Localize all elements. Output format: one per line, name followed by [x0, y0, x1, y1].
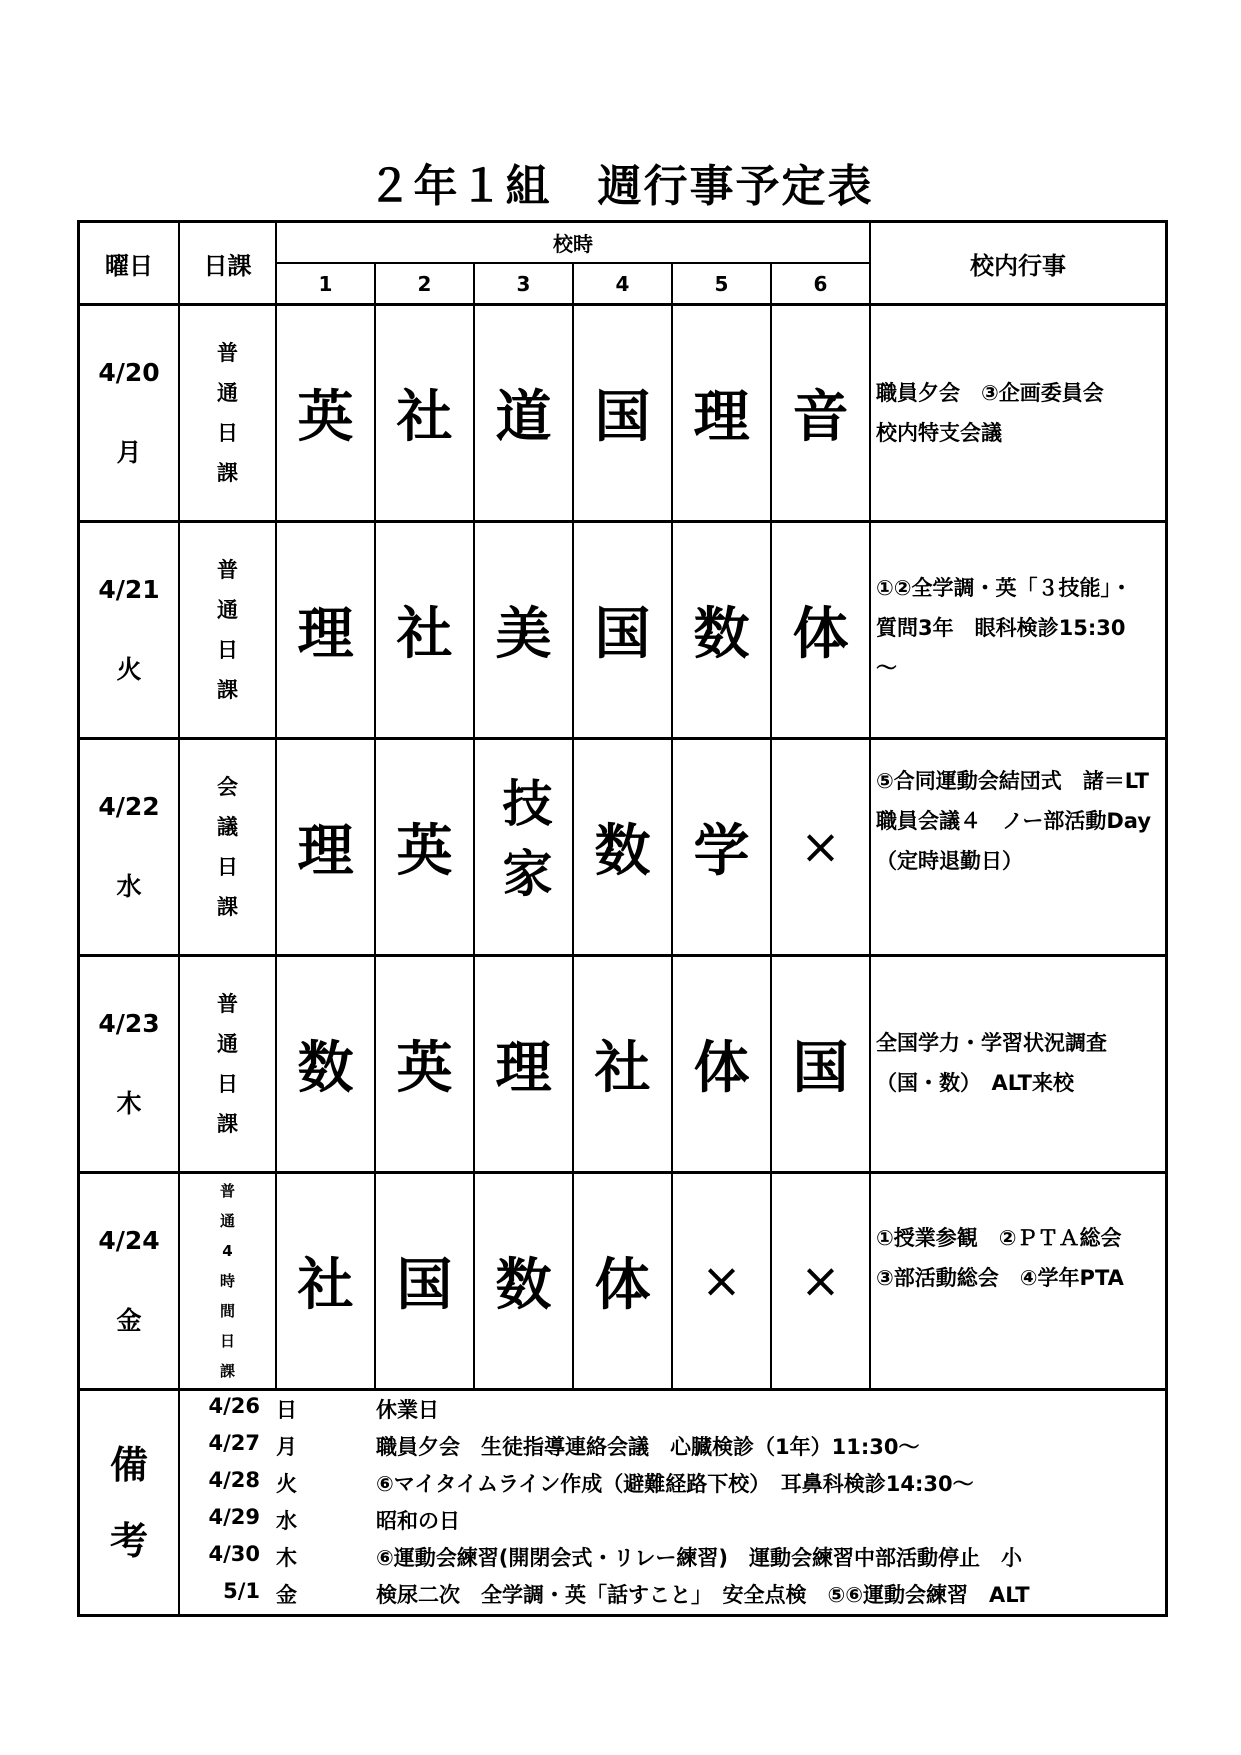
notes-label-char: 備: [109, 1442, 148, 1487]
events-text: ①②全学調・英「３技能」・質問3年 眼科検診15:30～: [876, 576, 1133, 680]
subject-cell: 音: [792, 385, 849, 450]
nikka-char: 通: [217, 1032, 238, 1056]
note-date: 4/30: [208, 1542, 260, 1566]
header-period-3: 3: [516, 271, 531, 296]
subject-cell: 理: [297, 819, 354, 884]
nikka-char: 通: [217, 598, 238, 622]
note-text: 職員夕会 生徒指導連絡会議 心臓検診（1年）11:30～: [376, 1435, 920, 1459]
subject-cell: 社: [396, 602, 453, 667]
subject-cell: 社: [297, 1253, 354, 1318]
subject-cell: 数: [693, 602, 750, 667]
subject-cell: 道: [495, 385, 552, 450]
subject-cell: 数: [495, 1253, 552, 1318]
notes-area: [80, 223, 1171, 1614]
nikka-char: 日: [219, 1332, 235, 1350]
subject-cell: 体: [693, 1036, 750, 1101]
nikka-char: 普: [219, 1182, 235, 1200]
subject-cell: 英: [297, 385, 354, 450]
header-period-2: 2: [417, 271, 432, 296]
nikka-char: 通: [217, 381, 238, 405]
subject-cell: 体: [594, 1253, 651, 1318]
header-events: 校内行事: [970, 251, 1066, 280]
subject-cell: 英: [396, 1036, 453, 1101]
day-date: 4/21: [98, 575, 160, 604]
nikka-char: 普: [217, 341, 238, 365]
note-text: ⑥マイタイムライン作成（避難経路下校） 耳鼻科検診14:30～: [376, 1472, 974, 1496]
subject-cell: 理: [495, 1036, 552, 1101]
note-dow: 火: [276, 1472, 297, 1496]
nikka-char: 日: [217, 638, 238, 662]
note-dow: 木: [276, 1546, 297, 1570]
no-class-mark: ×: [800, 819, 841, 875]
nikka-char: 日: [217, 421, 238, 445]
note-text: 検尿二次 全学調・英「話すこと」 安全点検 ⑤⑥運動会練習 ALT: [376, 1583, 1030, 1607]
header-period-6: 6: [813, 271, 828, 296]
nikka-char: 4: [222, 1242, 233, 1260]
day-of-week: 火: [116, 655, 142, 684]
no-class-mark: ×: [701, 1253, 742, 1309]
header-period-5: 5: [714, 271, 729, 296]
day-of-week: 木: [116, 1089, 142, 1118]
nikka-char: 普: [217, 558, 238, 582]
note-dow: 日: [276, 1398, 297, 1422]
header-nikka: 日課: [203, 251, 252, 280]
day-of-week: 水: [116, 872, 142, 901]
note-date: 4/27: [208, 1431, 260, 1455]
subject-cell: 国: [594, 602, 651, 667]
nikka-char: 会: [217, 775, 238, 799]
subject-cell: 美: [495, 602, 552, 667]
note-date: 5/1: [223, 1579, 260, 1603]
subject-cell: 英: [396, 819, 453, 884]
subject-cell: 理: [693, 385, 750, 450]
subject-cell: 学: [693, 819, 750, 884]
note-text: 昭和の日: [376, 1509, 460, 1533]
events-text: ⑤合同運動会結団式 諸＝LT 職員会議４ ノー部活動Day（定時退勤日）: [876, 769, 1171, 873]
subject-cell: 数: [594, 819, 651, 884]
nikka-char: 課: [217, 895, 238, 919]
nikka-char: 課: [217, 678, 238, 702]
nikka-char: 通: [219, 1212, 235, 1230]
note-date: 4/26: [208, 1394, 260, 1418]
day-date: 4/24: [98, 1226, 160, 1255]
header-period-1: 1: [318, 271, 333, 296]
note-date: 4/29: [208, 1505, 260, 1529]
day-of-week: 月: [116, 438, 142, 467]
nikka-char: 時: [219, 1272, 235, 1290]
note-text: 休業日: [376, 1398, 439, 1422]
subject-cell: 国: [396, 1253, 453, 1318]
day-date: 4/22: [98, 792, 160, 821]
note-date: 4/28: [208, 1468, 260, 1492]
nikka-char: 日: [217, 855, 238, 879]
subject-cell: 体: [792, 602, 849, 667]
notes-label-char: 考: [109, 1518, 148, 1563]
day-of-week: 金: [116, 1306, 142, 1335]
subject-cell: 理: [297, 602, 354, 667]
subject-cell: 数: [297, 1036, 354, 1101]
nikka-char: 課: [219, 1362, 235, 1380]
subject-cell: 社: [396, 385, 453, 450]
subject-cell: 社: [594, 1036, 651, 1101]
header-koji: 校時: [553, 232, 593, 256]
nikka-char: 課: [217, 461, 238, 485]
note-dow: 月: [276, 1435, 297, 1459]
subject-cell: 技家: [494, 777, 553, 917]
events-text: 全国学力・学習状況調査（国・数） ALT来校: [876, 1031, 1107, 1095]
events-text: ①授業参観 ②ＰＴＡ総会 ③部活動総会 ④学年PTA: [876, 1226, 1143, 1290]
note-dow: 水: [276, 1509, 297, 1533]
header-period-4: 4: [615, 271, 630, 296]
subject-cell: 国: [792, 1036, 849, 1101]
schedule-table: [77, 220, 1171, 1617]
header-youbi: 曜日: [105, 251, 153, 280]
note-text: ⑥運動会練習(開閉会式・リレー練習) 運動会練習中部活動停止 小: [376, 1546, 1022, 1570]
nikka-char: 日: [217, 1072, 238, 1096]
subject-cell: 国: [594, 385, 651, 450]
page-title: ２年１組 週行事予定表: [367, 161, 874, 212]
nikka-char: 普: [217, 992, 238, 1016]
day-date: 4/20: [98, 358, 160, 387]
no-class-mark: ×: [800, 1253, 841, 1309]
nikka-char: 議: [217, 815, 238, 839]
note-dow: 金: [276, 1583, 297, 1607]
day-date: 4/23: [98, 1009, 160, 1038]
events-text: 職員夕会 ③企画委員会 校内特支会議: [876, 381, 1104, 445]
nikka-char: 課: [217, 1112, 238, 1136]
nikka-char: 間: [219, 1302, 235, 1320]
